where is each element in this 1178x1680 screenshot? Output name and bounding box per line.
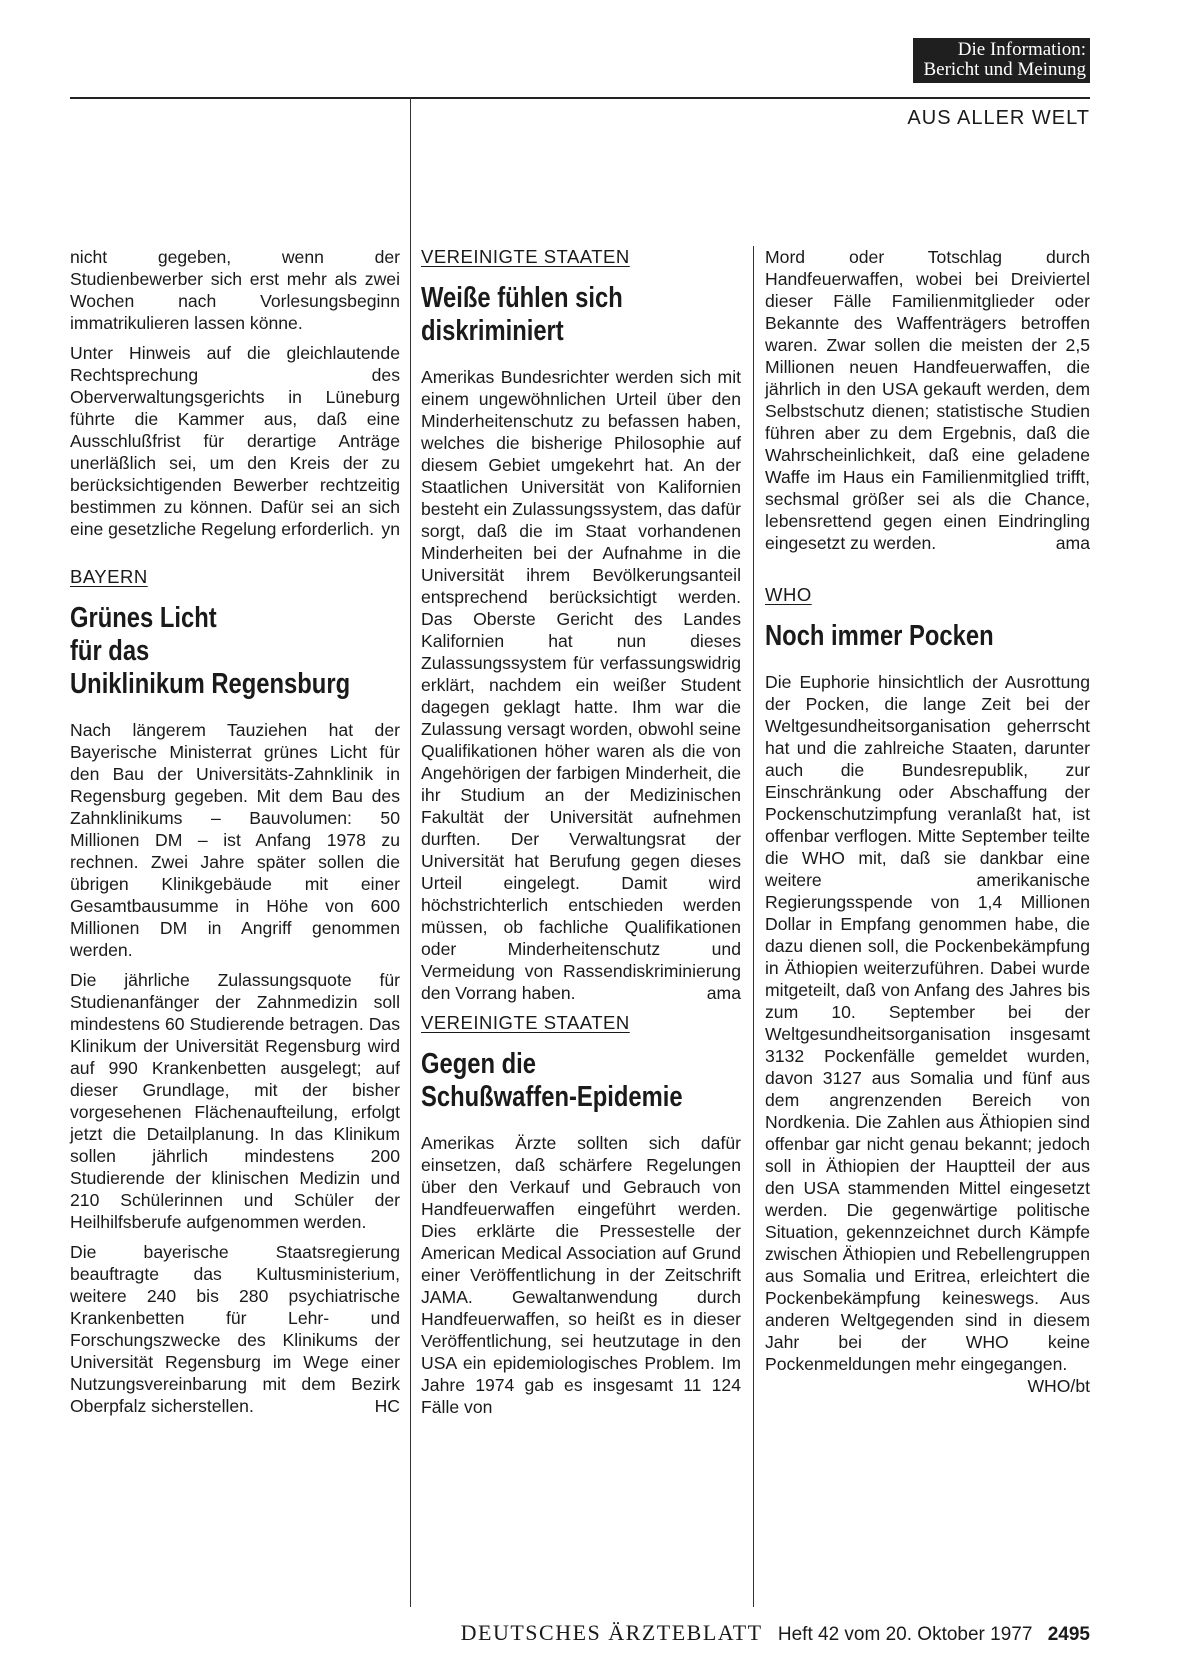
author-signature: ama (1055, 533, 1090, 553)
article-paragraph (421, 366, 741, 1004)
section-label: AUS ALLER WELT (907, 107, 1090, 129)
issue-info: Heft 42 vom 20. Oktober 1977 (777, 1624, 1033, 1645)
article-headline: Grünes Licht für das Uniklinikum Regensburg (70, 602, 351, 700)
column-divider-right (753, 246, 754, 1607)
article-kicker: VEREINIGTE STAATEN (421, 1012, 630, 1033)
article-paragraph: Nach längerem Tauziehen hat der Bayerische Ministerrat grünes Licht für den Bau der Universitäts-Zahnklinik in Regensburg gegeben. Mit dem Bau des Zahnklinikums – Bauvolumen: 50 Millionen DM – ist Anfang 1978 zu rechnen. Zwei Jahre später sollen die übrigen Klinikgebäude mit einer Gesamtbausumme in Höhe von 600 Millionen DM in Angriff genommen werden. (70, 720, 400, 960)
article-paragraph-text: Amerikas Bundesrichter werden sich mit einem ungewöhnlichen Urteil über den Minderheitenschutz zu befassen haben, welches die bisherige Philosophie auf diesem Gebiet umgekehrt hat. An der Staatlichen Universität von Kalifornien besteht ein Zulassungssystem, das dafür sorgt, daß die im Staat vorhandenen Minderheiten bei der Aufnahme in die Universität ihrem Bevölkerungsanteil entsprechend berücksichtigt werden. Das Oberste Gericht des Landes Kalifornien hat nun dieses Zulassungssystem für verfassungswidrig erklärt, nachdem ein weißer Student dagegen geklagt hatte. Ihm war die Zulassung versagt worden, obwohl seine Qualifikationen höher waren als die von Angehörigen der farbigen Minderheit, die ihr Studium an der Medizinischen Fakultät der Universität aufnehmen durften. Der Verwaltungsrat der Universität hat Berufung gegen dieses Urteil eingelegt. Damit wird höchstrichterlich entschieden werden müssen, ob fachliche Qualifikationen oder Minderheitenschutz und Vermeidung von Rassendiskriminierung den Vorrang haben. (421, 367, 741, 1003)
column-1 (70, 246, 400, 1425)
author-signature: HC (374, 1396, 400, 1416)
article-paragraph-text: Die bayerische Staatsregierung beauftragte das Kultusministerium, weitere 240 bis 280 psychiatrische Krankenbetten für Lehr- und Forschungszwecke des Klinikums der Universität Regensburg im Wege einer Nutzungsvereinbarung mit dem Bezirk Oberpfalz sicherstellen. (70, 1242, 400, 1416)
continued-paragraph-text: Mord oder Totschlag durch Handfeuerwaffen, wobei bei Dreiviertel dieser Fälle Familienmitglieder oder Bekannte des Waffenträgers betroffen waren. Zwar sollen die meisten der 2,5 Millionen neuen Handfeuerwaffen, die jährlich in den USA gekauft werden, dem Selbstschutz dienen; statistische Studien führen aber zu dem Ergebnis, daß die Wahrscheinlichkeit, daß eine geladene Waffe im Haus ein Familienmitglied trifft, sechsmal größer sei als die Chance, lebensrettend gegen einen Eindringling eingesetzt zu werden. (765, 247, 1090, 553)
column-2 (421, 246, 741, 1426)
article-kicker: WHO (765, 584, 812, 605)
journal-name: DEUTSCHES ÄRZTEBLATT (460, 1620, 763, 1645)
author-signature: yn (381, 519, 400, 539)
author-signature: ama (706, 983, 741, 1003)
article-kicker: BAYERN (70, 566, 148, 587)
article-paragraph (70, 1241, 400, 1417)
column-divider-left (410, 97, 411, 1607)
rubric-tag-line2: Bericht und Meinung (923, 59, 1086, 80)
article-paragraph (765, 671, 1090, 1396)
article-bayern (70, 544, 400, 1417)
article-kicker: VEREINIGTE STAATEN (421, 246, 630, 267)
continued-paragraph-1: nicht gegeben, wenn der Studienbewerber sich erst mehr als zwei Wochen nach Vorlesungsbeginn immatrikulieren lassen könne. (70, 247, 400, 333)
article-headline: Noch immer Pocken (765, 620, 994, 652)
rubric-tag (913, 38, 1090, 83)
continued-paragraph-2-text: Unter Hinweis auf die gleichlautende Rechtsprechung des Oberverwaltungsgerichts in Lüneburg führte die Kammer aus, daß eine Ausschlußfrist für derartige Anträge unerläßlich sei, um den Kreis der zu berücksichtigenden Bewerber rechtzeitig bestimmen zu können. Dafür sei an sich eine gesetzliche Regelung erforderlich. (70, 343, 400, 539)
article-headline: Gegen die Schußwaffen-Epidemie (421, 1048, 683, 1113)
page-footer (461, 1620, 1090, 1646)
column-3 (765, 246, 1090, 1397)
article-paragraph: Die jährliche Zulassungsquote für Studienanfänger der Zahnmedizin soll mindestens 60 Studierende betragen. Das Klinikum der Universität Regensburg wird auf 990 Krankenbetten ausgelegt; auf dieser Grundlage, mit der bisher vorgesehenen Flächenaufteilung, erfolgt jetzt die Detailplanung. In das Klinikum sollen jährlich mindestens 200 Studierende der klinischen Medizin und 210 Schülerinnen und Schüler der Heilhilfsberufe aufgenommen werden. (70, 970, 400, 1232)
article-headline: Weiße fühlen sich diskriminiert (421, 282, 623, 347)
article-weisse (421, 246, 741, 1004)
continued-paragraph-2 (70, 342, 400, 540)
rubric-tag-line1: Die Information: (957, 39, 1086, 60)
article-who (765, 562, 1090, 1396)
article-schusswaffen (421, 1012, 741, 1418)
page-number: 2495 (1047, 1624, 1090, 1645)
header-rule (70, 97, 1090, 99)
article-paragraph-text: Die Euphorie hinsichtlich der Ausrottung der Pocken, die lange Zeit bei der Weltgesundheitsorganisation geherrscht hat und die zahlreiche Staaten, darunter auch die Bundesrepublik, zur Einschränkung oder Abschaffung der Pockenschutzimpfung veranlaßt hat, ist offenbar verflogen. Mitte September teilte die WHO mit, daß sie dankbar eine weitere amerikanische Regierungsspende von 1,4 Millionen Dollar in Empfang genommen habe, die dazu dienen soll, die Pockenbekämpfung in Äthiopien weiterzuführen. Dabei wurde mitgeteilt, daß von Anfang des Jahres bis zum 10. September bei der Weltgesundheitsorganisation insgesamt 3132 Pockenfälle gemeldet wurden, davon 3127 aus Somalia und fünf aus dem angrenzenden Bereich von Nordkenia. Die Zahlen aus Äthiopien sind offenbar gar nicht genau bekannt; jedoch soll in Äthiopien der Hauptteil der aus den USA stammenden Mittel eingesetzt werden. Die gegenwärtige politische Situation, gekennzeichnet durch Kämpfe zwischen Äthiopien und Rebellengruppen aus Somalia und Eritrea, erleichtert die Pockenbekämpfung keineswegs. Aus anderen Weltgegenden sind in diesem Jahr bei der WHO keine Pockenmeldungen mehr eingegangen. (765, 672, 1090, 1374)
continued-paragraph (765, 246, 1090, 554)
article-paragraph: Amerikas Ärzte sollten sich dafür einsetzen, daß schärfere Regelungen über den Verkauf und Gebrauch von Handfeuerwaffen eingeführt werden. Dies erklärte die Pressestelle der American Medical Association auf Grund einer Veröffentlichung in der Zeitschrift JAMA. Gewaltanwendung durch Handfeuerwaffen, so heißt es in dieser Veröffentlichung, sei heutzutage in den USA ein epidemiologisches Problem. Im Jahre 1974 gab es insgesamt 11 124 Fälle von (421, 1133, 741, 1417)
author-signature: WHO/bt (1027, 1376, 1090, 1396)
